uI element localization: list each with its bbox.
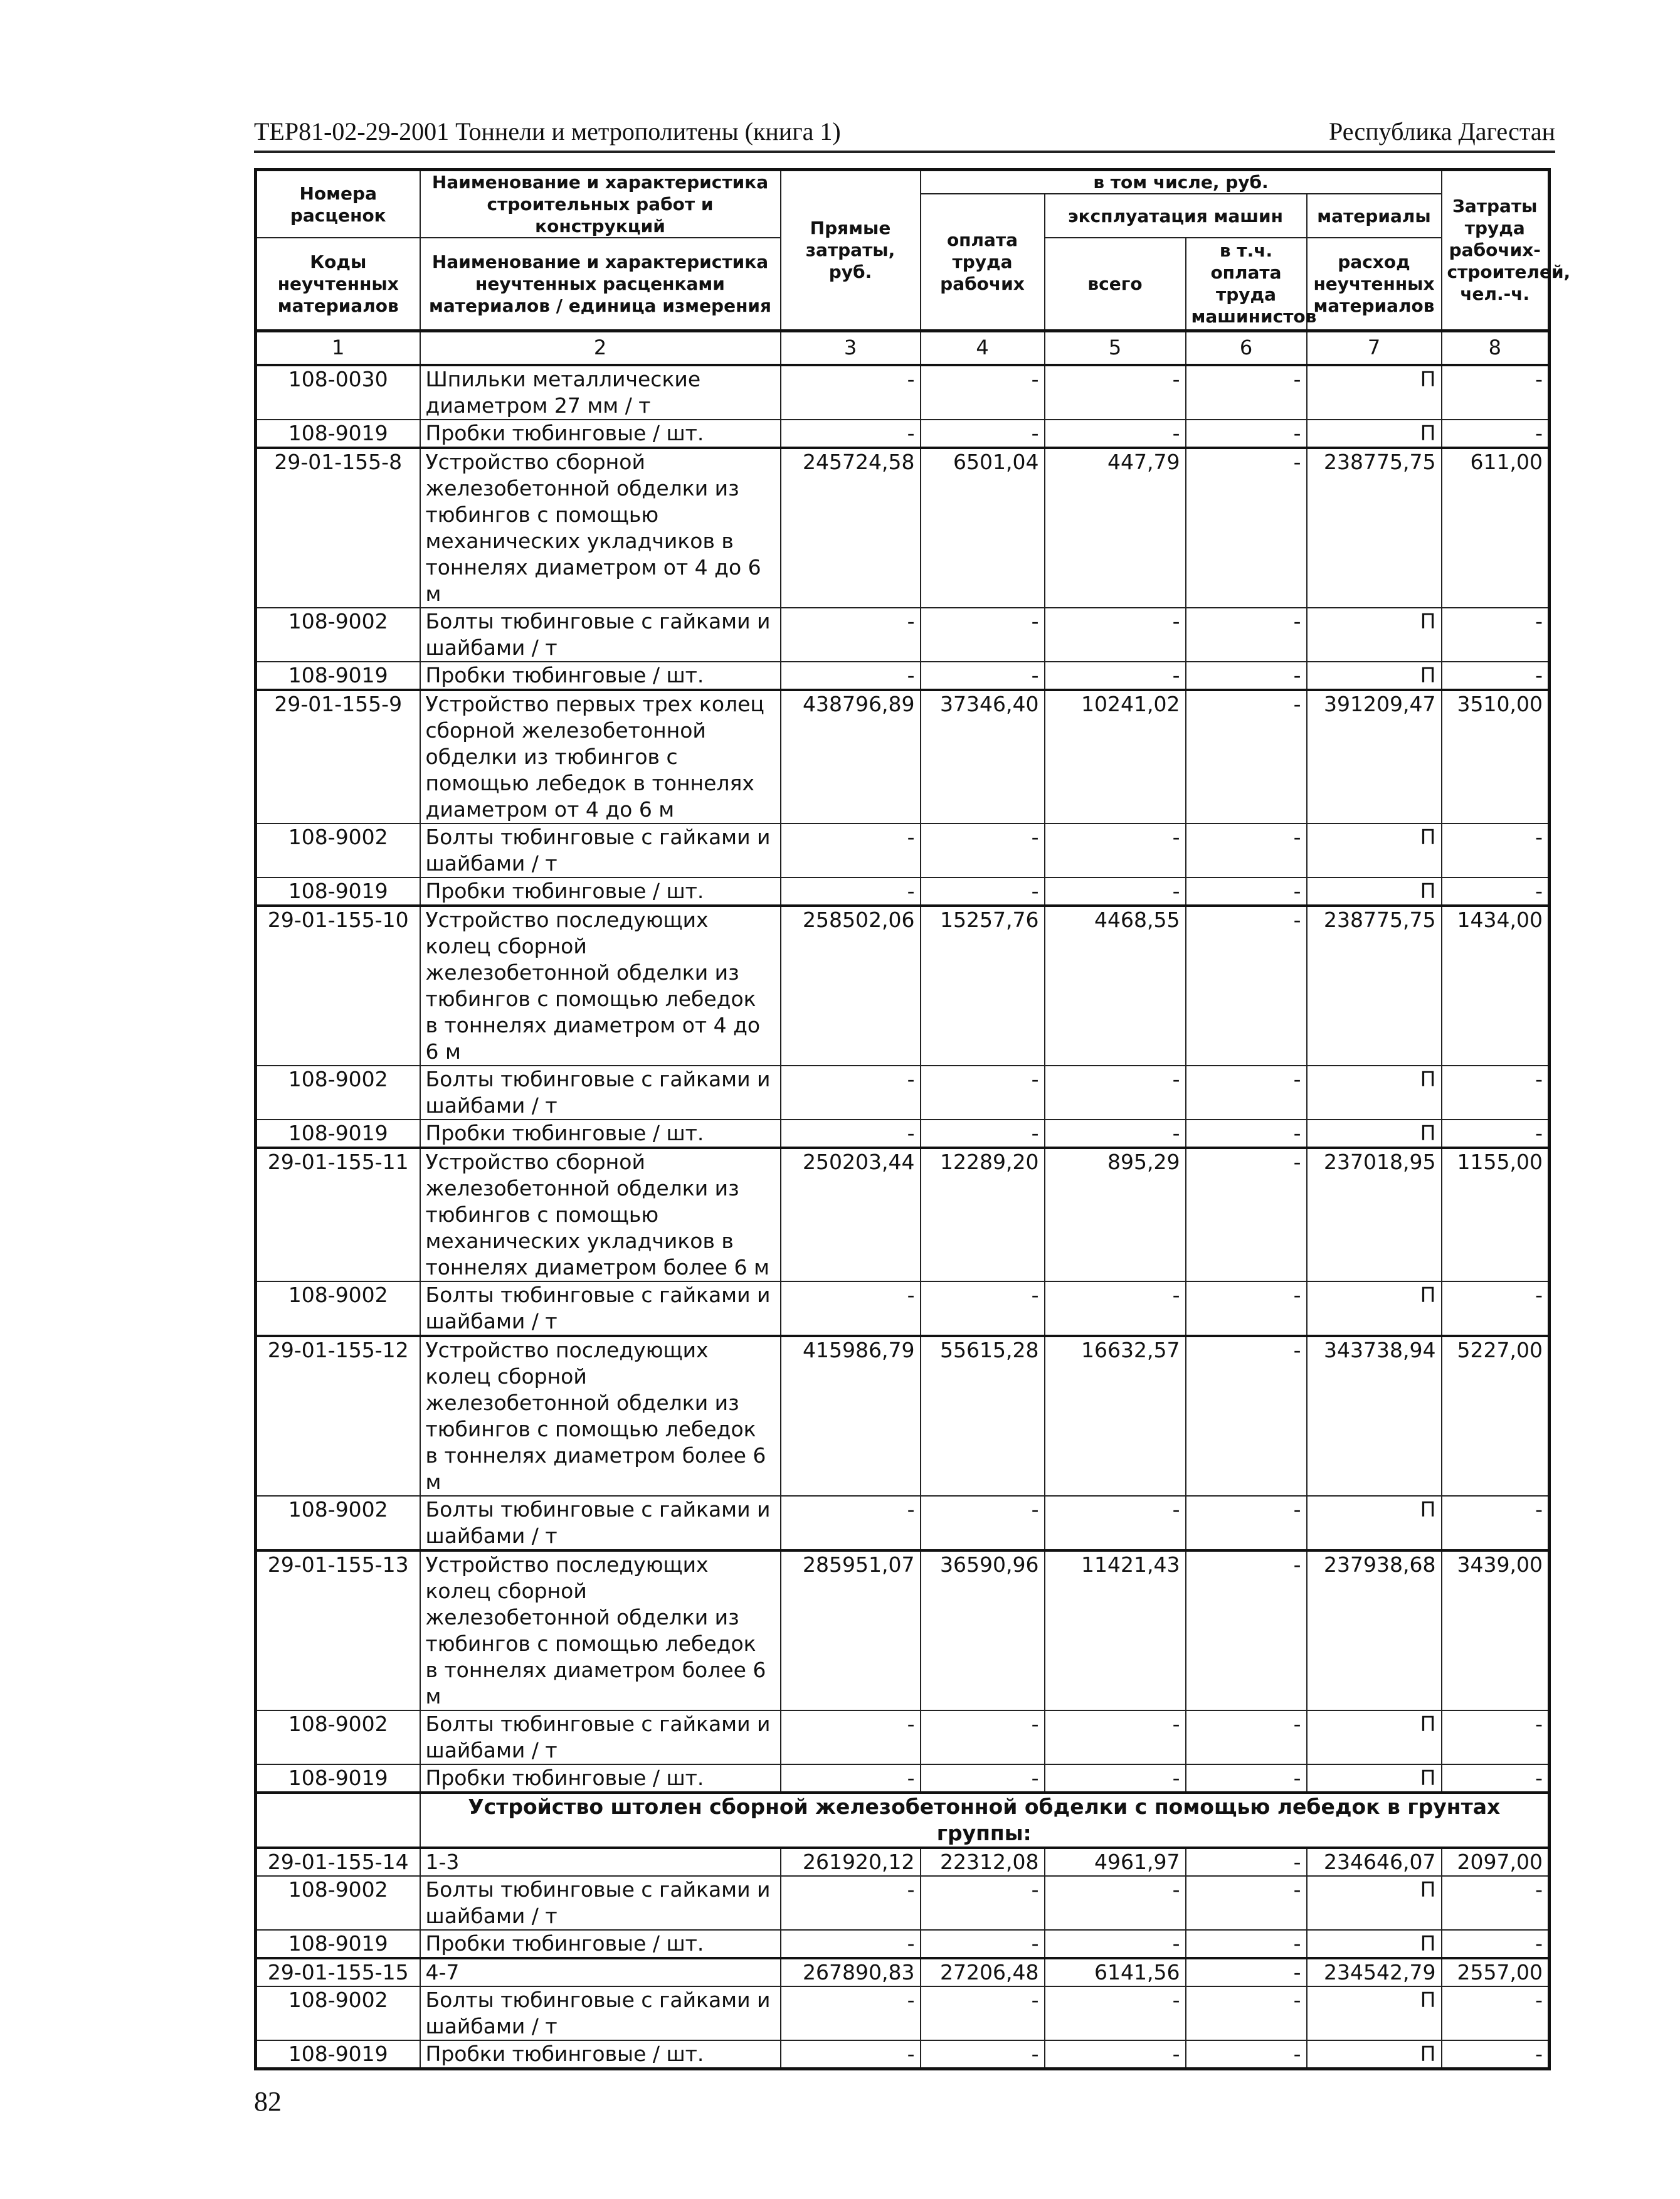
header-labor-hours: Затраты труда рабочих-строителей, чел.-ч. xyxy=(1442,170,1550,331)
machinist-wages-cell: - xyxy=(1186,420,1307,448)
material-row xyxy=(256,2040,1550,2069)
materials-cell: П xyxy=(1307,1764,1442,1793)
materials-cell: 238775,75 xyxy=(1307,448,1442,608)
direct-costs-cell: 438796,89 xyxy=(781,690,921,824)
direct-costs-cell: 285951,07 xyxy=(781,1550,921,1710)
rate-code-cell: 108-9002 xyxy=(256,1986,420,2040)
labor-hours-cell: - xyxy=(1442,608,1550,662)
wages-cell: 55615,28 xyxy=(921,1336,1045,1496)
materials-cell: П xyxy=(1307,1496,1442,1550)
labor-hours-cell: 2557,00 xyxy=(1442,1958,1550,1986)
direct-costs-cell: - xyxy=(781,1764,921,1793)
rate-row xyxy=(256,1848,1550,1876)
rate-code-cell: 29-01-155-11 xyxy=(256,1148,420,1281)
labor-hours-cell: - xyxy=(1442,1066,1550,1120)
direct-costs-cell: - xyxy=(781,608,921,662)
direct-costs-cell: - xyxy=(781,1710,921,1764)
rate-code-cell: 108-9019 xyxy=(256,877,420,906)
materials-cell: П xyxy=(1307,1986,1442,2040)
rate-code-cell: 108-9002 xyxy=(256,1710,420,1764)
machinist-wages-cell: - xyxy=(1186,1848,1307,1876)
item-name-cell: Устройство последующих колец сборной железобетонной обделки из тюбингов с помощью лебедок в тоннелях диаметром от 4 до 6 м xyxy=(420,906,781,1066)
item-name-cell: Пробки тюбинговые / шт. xyxy=(420,662,781,690)
direct-costs-cell: - xyxy=(781,1876,921,1930)
machines-total-cell: - xyxy=(1045,1764,1186,1793)
item-name-cell: Пробки тюбинговые / шт. xyxy=(420,877,781,906)
material-row xyxy=(256,1281,1550,1336)
direct-costs-cell: 250203,44 xyxy=(781,1148,921,1281)
machines-total-cell: 895,29 xyxy=(1045,1148,1186,1281)
item-name-cell: Устройство последующих колец сборной железобетонной обделки из тюбингов с помощью лебедок в тоннелях диаметром более 6 м xyxy=(420,1550,781,1710)
labor-hours-cell: - xyxy=(1442,365,1550,420)
wages-cell: - xyxy=(921,1876,1045,1930)
labor-hours-cell: - xyxy=(1442,2040,1550,2069)
wages-cell: - xyxy=(921,1764,1045,1793)
material-row xyxy=(256,1764,1550,1793)
header-direct-costs: Прямые затраты, руб. xyxy=(781,170,921,331)
rate-code-cell: 108-9002 xyxy=(256,1281,420,1336)
materials-cell: П xyxy=(1307,1281,1442,1336)
machinist-wages-cell: - xyxy=(1186,1120,1307,1148)
rate-row xyxy=(256,690,1550,824)
materials-cell: П xyxy=(1307,2040,1442,2069)
materials-cell: 237938,68 xyxy=(1307,1550,1442,1710)
item-name-cell: Болты тюбинговые с гайками и шайбами / т xyxy=(420,1496,781,1550)
wages-cell: - xyxy=(921,365,1045,420)
header-material-names: Наименование и характеристика неучтенных расценками материалов / единица измерения xyxy=(420,238,781,331)
machines-total-cell: 6141,56 xyxy=(1045,1958,1186,1986)
labor-hours-cell: - xyxy=(1442,824,1550,877)
machinist-wages-cell: - xyxy=(1186,1148,1307,1281)
item-name-cell: Пробки тюбинговые / шт. xyxy=(420,1930,781,1958)
labor-hours-cell: - xyxy=(1442,1764,1550,1793)
machinist-wages-cell: - xyxy=(1186,690,1307,824)
machinist-wages-cell: - xyxy=(1186,1550,1307,1710)
wages-cell: - xyxy=(921,608,1045,662)
materials-cell: П xyxy=(1307,1120,1442,1148)
labor-hours-cell: 2097,00 xyxy=(1442,1848,1550,1876)
labor-hours-cell: - xyxy=(1442,1120,1550,1148)
section-row xyxy=(256,1793,1550,1848)
machines-total-cell: 16632,57 xyxy=(1045,1336,1186,1496)
machinist-wages-cell: - xyxy=(1186,448,1307,608)
header-material-codes: Коды неучтенных материалов xyxy=(256,238,420,331)
machines-total-cell: 10241,02 xyxy=(1045,690,1186,824)
wages-cell: - xyxy=(921,1986,1045,2040)
header-machines-total: всего xyxy=(1045,238,1186,331)
item-name-cell: Болты тюбинговые с гайками и шайбами / т xyxy=(420,1876,781,1930)
materials-cell: П xyxy=(1307,1876,1442,1930)
machines-total-cell: 4468,55 xyxy=(1045,906,1186,1066)
wages-cell: - xyxy=(921,1496,1045,1550)
labor-hours-cell: - xyxy=(1442,1930,1550,1958)
materials-cell: П xyxy=(1307,877,1442,906)
rate-row xyxy=(256,1336,1550,1496)
wages-cell: - xyxy=(921,2040,1045,2069)
direct-costs-cell: - xyxy=(781,365,921,420)
material-row xyxy=(256,1876,1550,1930)
labor-hours-cell: - xyxy=(1442,877,1550,906)
direct-costs-cell: 245724,58 xyxy=(781,448,921,608)
labor-hours-cell: - xyxy=(1442,1876,1550,1930)
machines-total-cell: - xyxy=(1045,877,1186,906)
direct-costs-cell: - xyxy=(781,662,921,690)
rate-code-cell: 29-01-155-9 xyxy=(256,690,420,824)
direct-costs-cell: - xyxy=(781,1281,921,1336)
direct-costs-cell: - xyxy=(781,1930,921,1958)
region-label: Республика Дагестан xyxy=(1329,117,1555,146)
item-name-cell: Болты тюбинговые с гайками и шайбами / т xyxy=(420,1281,781,1336)
item-name-cell: Болты тюбинговые с гайками и шайбами / т xyxy=(420,608,781,662)
item-name-cell: Болты тюбинговые с гайками и шайбами / т xyxy=(420,1710,781,1764)
materials-cell: П xyxy=(1307,1066,1442,1120)
material-row xyxy=(256,1710,1550,1764)
machines-total-cell: - xyxy=(1045,1986,1186,2040)
machines-total-cell: 11421,43 xyxy=(1045,1550,1186,1710)
materials-cell: П xyxy=(1307,662,1442,690)
rate-code-cell: 108-0030 xyxy=(256,365,420,420)
machinist-wages-cell: - xyxy=(1186,1958,1307,1986)
wages-cell: - xyxy=(921,1066,1045,1120)
machines-total-cell: 4961,97 xyxy=(1045,1848,1186,1876)
labor-hours-cell: 1155,00 xyxy=(1442,1148,1550,1281)
machines-total-cell: - xyxy=(1045,1930,1186,1958)
wages-cell: 12289,20 xyxy=(921,1148,1045,1281)
column-number: 2 xyxy=(420,331,781,365)
labor-hours-cell: 611,00 xyxy=(1442,448,1550,608)
materials-cell: П xyxy=(1307,608,1442,662)
item-name-cell: Пробки тюбинговые / шт. xyxy=(420,420,781,448)
materials-cell: 391209,47 xyxy=(1307,690,1442,824)
machines-total-cell: - xyxy=(1045,2040,1186,2069)
rate-code-cell: 29-01-155-15 xyxy=(256,1958,420,1986)
header-machines: эксплуатация машин xyxy=(1045,194,1307,238)
machinist-wages-cell: - xyxy=(1186,906,1307,1066)
material-row xyxy=(256,608,1550,662)
direct-costs-cell: - xyxy=(781,420,921,448)
column-number: 3 xyxy=(781,331,921,365)
materials-cell: 237018,95 xyxy=(1307,1148,1442,1281)
header-including: в том числе, руб. xyxy=(921,170,1442,194)
material-row xyxy=(256,1496,1550,1550)
header-work-name: Наименование и характеристика строительных работ и конструкций xyxy=(420,170,781,238)
rate-code-cell: 108-9019 xyxy=(256,1120,420,1148)
rate-code-cell: 29-01-155-12 xyxy=(256,1336,420,1496)
wages-cell: - xyxy=(921,1281,1045,1336)
machinist-wages-cell: - xyxy=(1186,824,1307,877)
machinist-wages-cell: - xyxy=(1186,365,1307,420)
machines-total-cell: - xyxy=(1045,608,1186,662)
machinist-wages-cell: - xyxy=(1186,1710,1307,1764)
header-wages: оплата труда рабочих xyxy=(921,194,1045,331)
column-number: 7 xyxy=(1307,331,1442,365)
material-row xyxy=(256,365,1550,420)
machinist-wages-cell: - xyxy=(1186,1986,1307,2040)
page-header xyxy=(254,113,1555,153)
item-name-cell: 4-7 xyxy=(420,1958,781,1986)
rate-row xyxy=(256,448,1550,608)
materials-cell: 343738,94 xyxy=(1307,1336,1442,1496)
machines-total-cell: - xyxy=(1045,1281,1186,1336)
machinist-wages-cell: - xyxy=(1186,1336,1307,1496)
rate-code-cell: 108-9019 xyxy=(256,1930,420,1958)
machinist-wages-cell: - xyxy=(1186,1876,1307,1930)
rate-row xyxy=(256,906,1550,1066)
machinist-wages-cell: - xyxy=(1186,1764,1307,1793)
labor-hours-cell: 1434,00 xyxy=(1442,906,1550,1066)
machines-total-cell: 447,79 xyxy=(1045,448,1186,608)
machines-total-cell: - xyxy=(1045,824,1186,877)
labor-hours-cell: 5227,00 xyxy=(1442,1336,1550,1496)
material-row xyxy=(256,1986,1550,2040)
header-unaccounted-materials: расход неучтенных материалов xyxy=(1307,238,1442,331)
rate-code-cell: 29-01-155-8 xyxy=(256,448,420,608)
wages-cell: 22312,08 xyxy=(921,1848,1045,1876)
machinist-wages-cell: - xyxy=(1186,1930,1307,1958)
materials-cell: П xyxy=(1307,420,1442,448)
wages-cell: - xyxy=(921,662,1045,690)
wages-cell: - xyxy=(921,877,1045,906)
direct-costs-cell: - xyxy=(781,2040,921,2069)
labor-hours-cell: 3439,00 xyxy=(1442,1550,1550,1710)
direct-costs-cell: 415986,79 xyxy=(781,1336,921,1496)
document-title: ТЕР81-02-29-2001 Тоннели и метрополитены (книга 1) xyxy=(254,117,841,146)
rates-table xyxy=(254,168,1571,2070)
materials-cell: П xyxy=(1307,1930,1442,1958)
item-name-cell: Устройство последующих колец сборной железобетонной обделки из тюбингов с помощью лебедок в тоннелях диаметром более 6 м xyxy=(420,1336,781,1496)
labor-hours-cell: - xyxy=(1442,662,1550,690)
rate-row xyxy=(256,1958,1550,1986)
column-number: 6 xyxy=(1186,331,1307,365)
machines-total-cell: - xyxy=(1045,1496,1186,1550)
rate-code-cell: 108-9002 xyxy=(256,824,420,877)
rate-code-cell: 29-01-155-13 xyxy=(256,1550,420,1710)
material-row xyxy=(256,662,1550,690)
item-name-cell: Болты тюбинговые с гайками и шайбами / т xyxy=(420,1986,781,2040)
rate-code-cell: 108-9002 xyxy=(256,1066,420,1120)
materials-cell: П xyxy=(1307,824,1442,877)
direct-costs-cell: 267890,83 xyxy=(781,1958,921,1986)
rate-code-cell: 29-01-155-14 xyxy=(256,1848,420,1876)
item-name-cell: Пробки тюбинговые / шт. xyxy=(420,1120,781,1148)
machines-total-cell: - xyxy=(1045,365,1186,420)
machinist-wages-cell: - xyxy=(1186,2040,1307,2069)
wages-cell: - xyxy=(921,1710,1045,1764)
rate-code-cell: 108-9002 xyxy=(256,1496,420,1550)
materials-cell: 234646,07 xyxy=(1307,1848,1442,1876)
direct-costs-cell: - xyxy=(781,1986,921,2040)
machinist-wages-cell: - xyxy=(1186,1066,1307,1120)
section-title: Устройство штолен сборной железобетонной обделки с помощью лебедок в грунтах группы: xyxy=(420,1793,1550,1848)
materials-cell: П xyxy=(1307,1710,1442,1764)
rate-code-cell: 108-9019 xyxy=(256,1764,420,1793)
direct-costs-cell: - xyxy=(781,1120,921,1148)
labor-hours-cell: - xyxy=(1442,1496,1550,1550)
column-number: 8 xyxy=(1442,331,1550,365)
item-name-cell: Устройство сборной железобетонной обделки из тюбингов с помощью механических укладчиков в тоннелях диаметром от 4 до 6 м xyxy=(420,448,781,608)
header-rate-numbers: Номера расценок xyxy=(256,170,420,238)
material-row xyxy=(256,1066,1550,1120)
machinist-wages-cell: - xyxy=(1186,1496,1307,1550)
item-name-cell: 1-3 xyxy=(420,1848,781,1876)
material-row xyxy=(256,1930,1550,1958)
direct-costs-cell: 258502,06 xyxy=(781,906,921,1066)
labor-hours-cell: - xyxy=(1442,1710,1550,1764)
material-row xyxy=(256,877,1550,906)
machinist-wages-cell: - xyxy=(1186,662,1307,690)
wages-cell: 6501,04 xyxy=(921,448,1045,608)
labor-hours-cell: - xyxy=(1442,1281,1550,1336)
item-name-cell: Шпильки металлические диаметром 27 мм / т xyxy=(420,365,781,420)
machines-total-cell: - xyxy=(1045,1876,1186,1930)
item-name-cell: Пробки тюбинговые / шт. xyxy=(420,2040,781,2069)
wages-cell: 15257,76 xyxy=(921,906,1045,1066)
machines-total-cell: - xyxy=(1045,662,1186,690)
materials-cell: 238775,75 xyxy=(1307,906,1442,1066)
wages-cell: - xyxy=(921,1120,1045,1148)
wages-cell: - xyxy=(921,824,1045,877)
material-row xyxy=(256,824,1550,877)
rate-code-cell: 108-9002 xyxy=(256,608,420,662)
page-number: 82 xyxy=(254,2086,282,2117)
wages-cell: 36590,96 xyxy=(921,1550,1045,1710)
direct-costs-cell: - xyxy=(781,877,921,906)
wages-cell: - xyxy=(921,1930,1045,1958)
materials-cell: П xyxy=(1307,365,1442,420)
rate-code-cell: 108-9019 xyxy=(256,420,420,448)
labor-hours-cell: - xyxy=(1442,420,1550,448)
machinist-wages-cell: - xyxy=(1186,608,1307,662)
material-row xyxy=(256,420,1550,448)
wages-cell: - xyxy=(921,420,1045,448)
item-name-cell: Устройство первых трех колец сборной железобетонной обделки из тюбингов с помощью лебедок в тоннелях диаметром от 4 до 6 м xyxy=(420,690,781,824)
machines-total-cell: - xyxy=(1045,1066,1186,1120)
item-name-cell: Болты тюбинговые с гайками и шайбами / т xyxy=(420,824,781,877)
machinist-wages-cell: - xyxy=(1186,877,1307,906)
direct-costs-cell: - xyxy=(781,824,921,877)
machinist-wages-cell: - xyxy=(1186,1281,1307,1336)
item-name-cell: Пробки тюбинговые / шт. xyxy=(420,1764,781,1793)
wages-cell: 37346,40 xyxy=(921,690,1045,824)
column-number: 4 xyxy=(921,331,1045,365)
column-number: 5 xyxy=(1045,331,1186,365)
rate-code-cell: 29-01-155-10 xyxy=(256,906,420,1066)
wages-cell: 27206,48 xyxy=(921,1958,1045,1986)
header-materials: материалы xyxy=(1307,194,1442,238)
machines-total-cell: - xyxy=(1045,1120,1186,1148)
direct-costs-cell: 261920,12 xyxy=(781,1848,921,1876)
rate-code-cell: 108-9002 xyxy=(256,1876,420,1930)
machines-total-cell: - xyxy=(1045,1710,1186,1764)
machines-total-cell: - xyxy=(1045,420,1186,448)
rate-row xyxy=(256,1550,1550,1710)
labor-hours-cell: - xyxy=(1442,1986,1550,2040)
material-row xyxy=(256,1120,1550,1148)
item-name-cell: Болты тюбинговые с гайками и шайбами / т xyxy=(420,1066,781,1120)
rate-code-cell: 108-9019 xyxy=(256,662,420,690)
item-name-cell: Устройство сборной железобетонной обделки из тюбингов с помощью механических укладчиков в тоннелях диаметром более 6 м xyxy=(420,1148,781,1281)
column-numbers-row xyxy=(256,331,1550,365)
rate-row xyxy=(256,1148,1550,1281)
labor-hours-cell: 3510,00 xyxy=(1442,690,1550,824)
header-machinist-wages: в т.ч. оплата труда машинистов xyxy=(1186,238,1307,331)
materials-cell: 234542,79 xyxy=(1307,1958,1442,1986)
direct-costs-cell: - xyxy=(781,1496,921,1550)
direct-costs-cell: - xyxy=(781,1066,921,1120)
rate-code-cell: 108-9019 xyxy=(256,2040,420,2069)
column-number: 1 xyxy=(256,331,420,365)
